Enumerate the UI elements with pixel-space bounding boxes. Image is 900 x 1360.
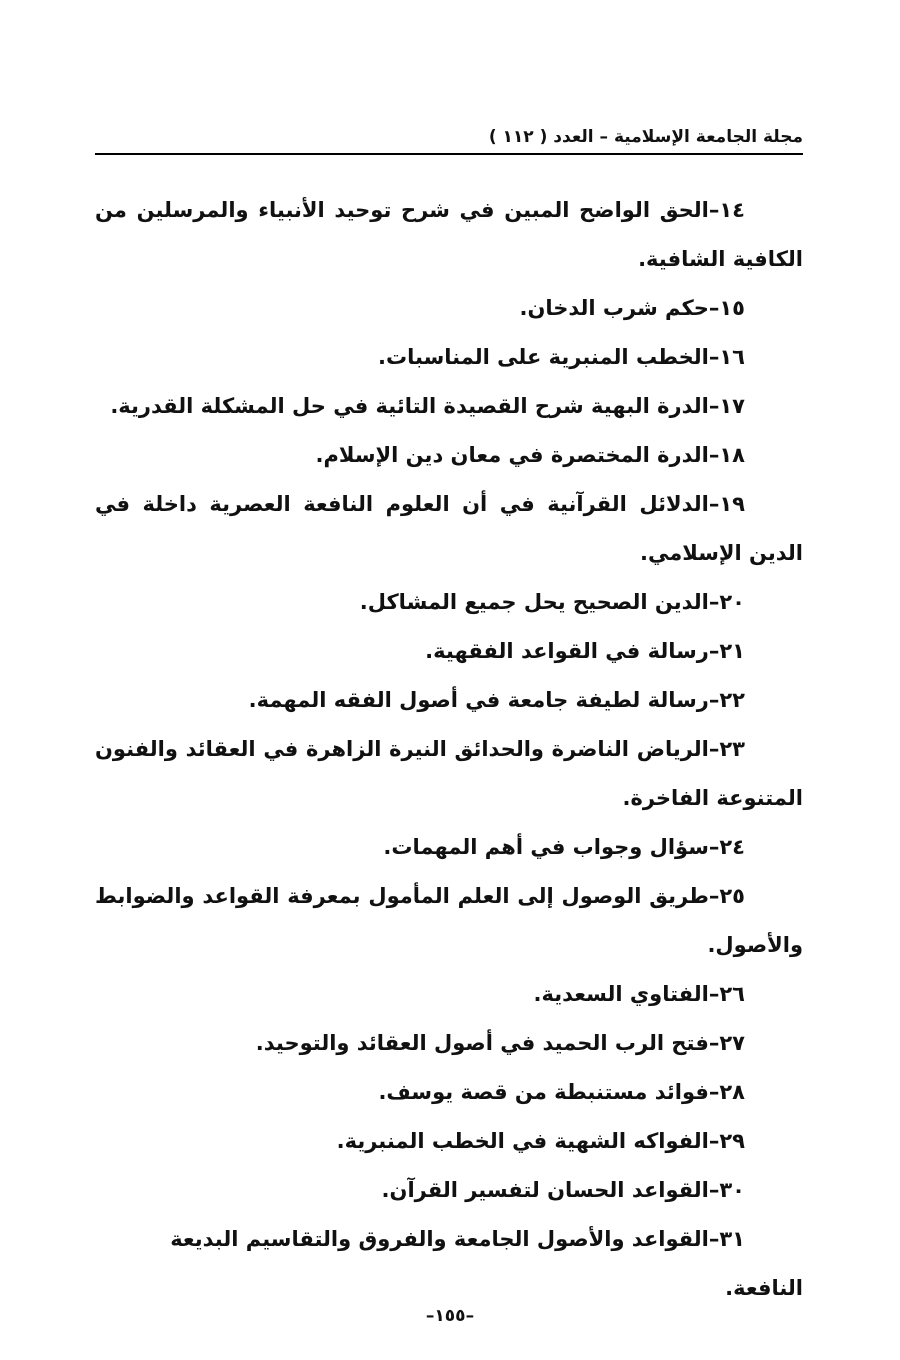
list-item: ١٥–حكم شرب الدخان. (519, 296, 745, 320)
list-item: ٣٠–القواعد الحسان لتفسير القرآن. (381, 1178, 745, 1202)
list-item: ٢١–رسالة في القواعد الفقهية. (425, 639, 745, 663)
list-item: ١٧–الدرة البهية شرح القصيدة التائية في حل المشكلة القدرية. (110, 394, 745, 418)
list-item: ٢٧–فتح الرب الحميد في أصول العقائد والتوحيد. (255, 1031, 745, 1055)
list-item: ٢٠–الدين الصحيح يحل جميع المشاكل. (359, 590, 745, 614)
list-item: ٢٦–الفتاوي السعدية. (533, 982, 745, 1006)
list-item: ١٦–الخطب المنبرية على المناسبات. (378, 345, 745, 369)
list-item: ٢٤–سؤال وجواب في أهم المهمات. (383, 835, 745, 859)
list-item: ٣١–القواعد والأصول الجامعة والفروق والتقاسيم البديعة النافعة. (170, 1227, 803, 1300)
list-item: ٢٢–رسالة لطيفة جامعة في أصول الفقه المهمة. (248, 688, 745, 712)
header-rule (95, 153, 803, 155)
list-item: ١٨–الدرة المختصرة في معان دين الإسلام. (315, 443, 745, 467)
list-item: ١٤–الحق الواضح المبين في شرح توحيد الأنبياء والمرسلين من الكافية الشافية. (95, 198, 803, 271)
list-item: ٢٣–الرياض الناضرة والحدائق النيرة الزاهرة في العقائد والفنون المتنوعة الفاخرة. (95, 737, 803, 810)
running-header: مجلة الجامعة الإسلامية – العدد ( ١١٢ ) (488, 127, 803, 147)
list-item: ٢٨–فوائد مستنبطة من قصة يوسف. (378, 1080, 745, 1104)
list-item: ١٩–الدلائل القرآنية في أن العلوم النافعة العصرية داخلة في الدين الإسلامي. (95, 492, 803, 565)
list-item: ٢٥–طريق الوصول إلى العلم المأمول بمعرفة القواعد والضوابط والأصول. (95, 884, 803, 957)
page-number: –١٥٥– (425, 1306, 475, 1326)
list-item: ٢٩–الفواكه الشهية في الخطب المنبرية. (336, 1129, 745, 1153)
book-list (95, 186, 803, 1313)
